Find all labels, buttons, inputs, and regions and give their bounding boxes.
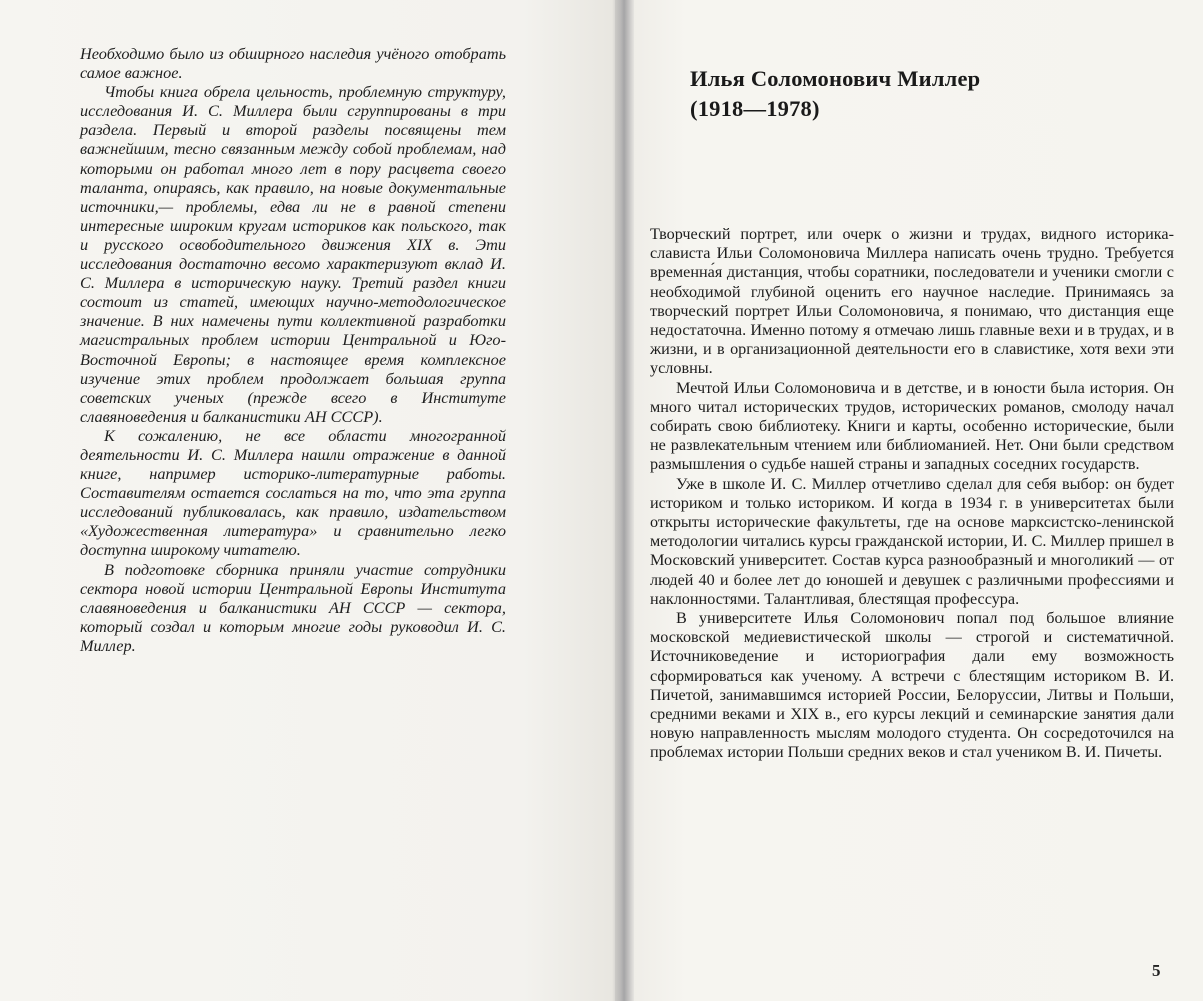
page-number: 5 [1152, 961, 1161, 980]
left-paragraph-2: Чтобы книга обрела цельность, проблемную структуру, исследования И. С. Миллера были сгруппированы в три раздела. Первый и второй разделы посвящены тем важнейшим, тесно связанным между собой проблемам, над которыми он работал много лет в пору расцвета своего таланта, опираясь, как правило, на новые документальные источники,— проблемы, едва ли не в равной степени интересные широким кругам историков как польского, так и русского освободительного движения XIX в. Эти исследования достаточно весомо характеризуют вклад И. С. Миллера в историческую науку. Третий раздел книги состоит из статей, имеющих научно-методологическое значение. В них намечены пути коллективной разработки магистральных проблем истории Центральной и Юго-Восточной Европы; в настоящее время комплексное изучение этих проблем продолжает большая группа советских ученых (прежде всего в Институте славяноведения и балканистики АН СССР). [80, 82, 506, 426]
chapter-title-name: Илья Соломонович Миллер [690, 66, 981, 91]
chapter-title [690, 64, 1110, 124]
right-paragraph-2: Мечтой Ильи Соломоновича и в детстве, и в юности была история. Он много читал исторических трудов, исторических романов, смолоду начал собирать свою библиотеку. Книги и карты, особенно исторические, были не развлекательным чтением или библиоманией. Нет. Они были средством размышления о судьбе нашей страны и западных соседних государств. [650, 378, 1174, 474]
left-paragraph-4: В подготовке сборника приняли участие сотрудники сектора новой истории Центральной Европы Института славяноведения и балканистики АН СССР — сектора, который создал и которым многие годы руководил И. С. Миллер. [80, 559, 506, 655]
book-gutter [612, 0, 634, 1001]
left-page-text [80, 44, 506, 655]
left-paragraph-1: Необходимо было из обширного наследия учёного отобрать самое важное. [80, 44, 506, 83]
right-paragraph-3: Уже в школе И. С. Миллер отчетливо сделал для себя выбор: он будет историком и только историком. И когда в 1934 г. в университетах были открыты исторические факультеты, где на основе марксистско-ленинской методологии читались курсы гражданской истории, И. С. Миллер пришел в Московский университет. Состав курса разнообразный и многоликий — от людей 40 и более лет до юношей и девушек с различными профессиями и наклонностями. Талантливая, блестящая профессура. [650, 474, 1174, 608]
chapter-title-years: (1918—1978) [690, 96, 820, 121]
right-paragraph-1: Творческий портрет, или очерк о жизни и трудах, видного историка-слависта Ильи Соломоновича Миллера написать очень трудно. Требуется временна́я дистанция, чтобы соратники, последователи и ученики смогли с необходимой глубиной оценить его научное наследие. Принимаясь за творческий портрет Ильи Соломоновича, я понимаю, что дистанция еще недостаточна. Именно потому я отмечаю лишь главные вехи и в трудах, и в жизни, и в организационной деятельности его в славистике, хотя вехи эти условны. [650, 225, 1174, 378]
right-page-text [650, 225, 1174, 763]
right-paragraph-4: В университете Илья Соломонович попал под большое влияние московской медиевистической школы — строгой и систематичной. Источниковедение и историография дали ему возможность сформироваться как ученому. А встречи с блестящим историком В. И. Пичетой, занимавшимся историей России, Белоруссии, Литвы и Польши, средними веками и XIX в., его курсы лекций и семинарские занятия дали новую направленность мыслям молодого студента. Он сосредоточился на проблемах истории Польши средних веков и стал учеником В. И. Пичеты. [650, 609, 1174, 762]
left-paragraph-3: К сожалению, не все области многогранной деятельности И. С. Миллера нашли отражение в данной книге, например историко-литературные работы. Составителям остается сослаться на то, что эта группа исследований публиковалась, как правило, издательством «Художественная литература» и сравнительно легко доступна широкому читателю. [80, 425, 506, 560]
